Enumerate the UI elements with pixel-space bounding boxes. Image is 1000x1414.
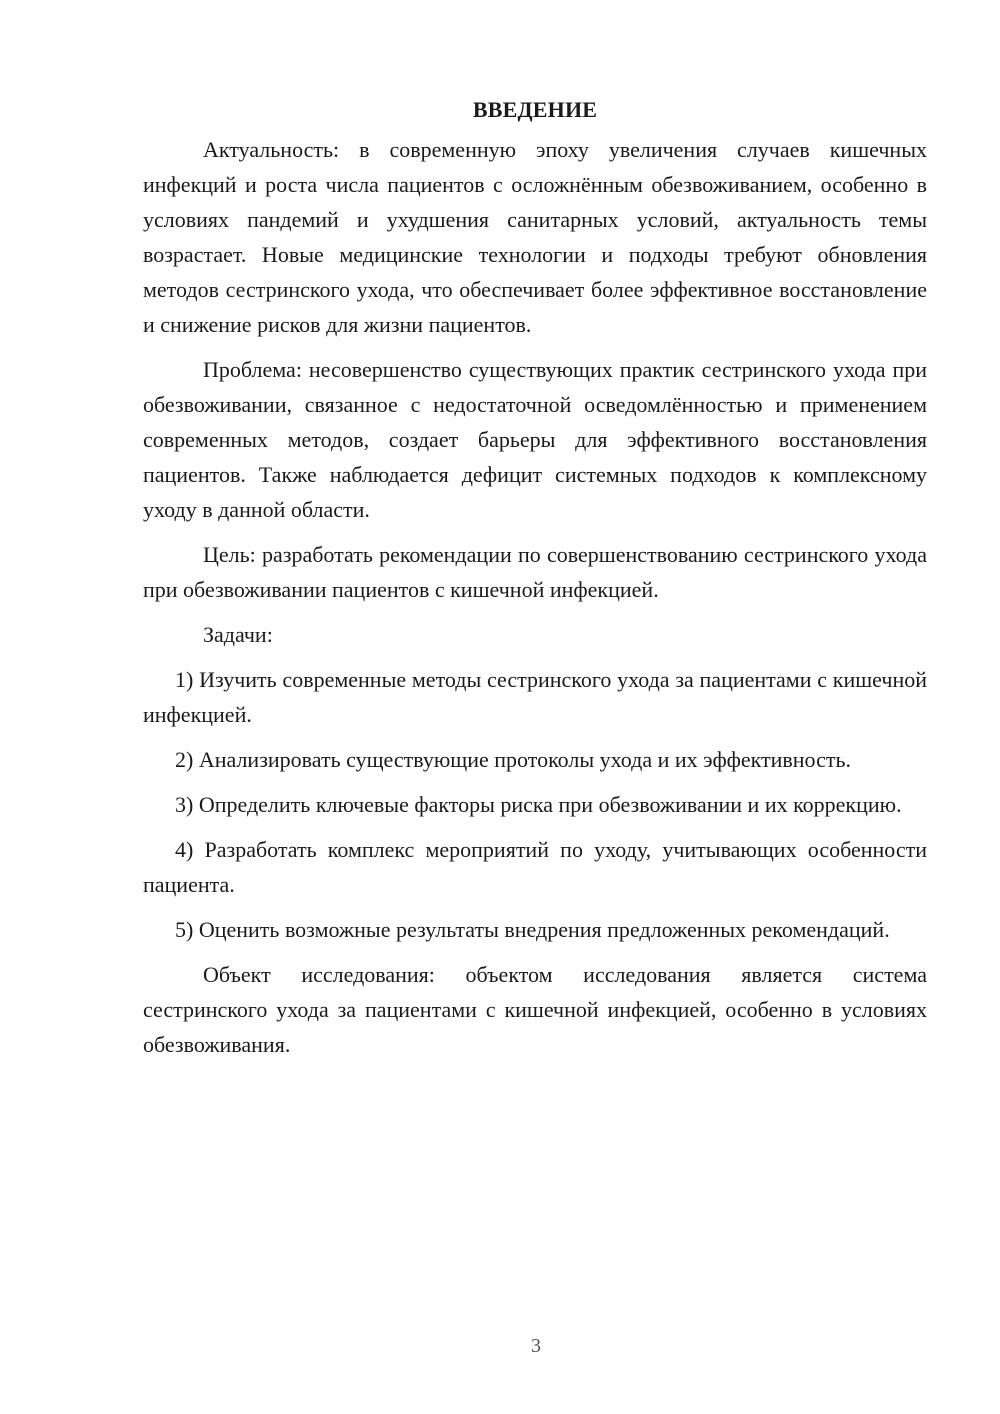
goal-paragraph: Цель: разработать рекомендации по совершенствованию сестринского ухода при обезвоживании пациентов с кишечной инфекцией.: [143, 542, 927, 602]
section-title: ВВЕДЕНИЕ: [472, 97, 598, 122]
page-content: [143, 92, 927, 1072]
task-item-1: 1) Изучить современные методы сестринского ухода за пациентами с кишечной инфекцией.: [143, 667, 927, 727]
relevance-paragraph: Актуальность: в современную эпоху увеличения случаев кишечных инфекций и роста числа пациентов с осложнённым обезвоживанием, особенно в условиях пандемий и ухудшения санитарных условий, актуальность темы возрастает. Новые медицинские технологии и подходы требуют обновления методов сестринского ухода, что обеспечивает более эффективное восстановление и снижение рисков для жизни пациентов.: [143, 137, 927, 337]
problem-paragraph: Проблема: несовершенство существующих практик сестринского ухода при обезвоживании, связанное с недостаточной осведомлённостью и применением современных методов, создает барьеры для эффективного восстановления пациентов. Также наблюдается дефицит системных подходов к комплексному уходу в данной области.: [143, 357, 927, 522]
task-item-2: 2) Анализировать существующие протоколы ухода и их эффективность.: [175, 747, 852, 772]
page-number: 3: [531, 1335, 541, 1357]
task-item-4: 4) Разработать комплекс мероприятий по уходу, учитывающих особенности пациента.: [143, 837, 927, 897]
task-item-5: 5) Оценить возможные результаты внедрения предложенных рекомендаций.: [175, 917, 890, 942]
object-paragraph: Объект исследования: объектом исследования является система сестринского ухода за пациентами с кишечной инфекцией, особенно в условиях обезвоживания.: [143, 962, 927, 1057]
task-item-3: 3) Определить ключевые факторы риска при обезвоживании и их коррекцию.: [175, 792, 902, 817]
tasks-heading: Задачи:: [203, 622, 273, 647]
